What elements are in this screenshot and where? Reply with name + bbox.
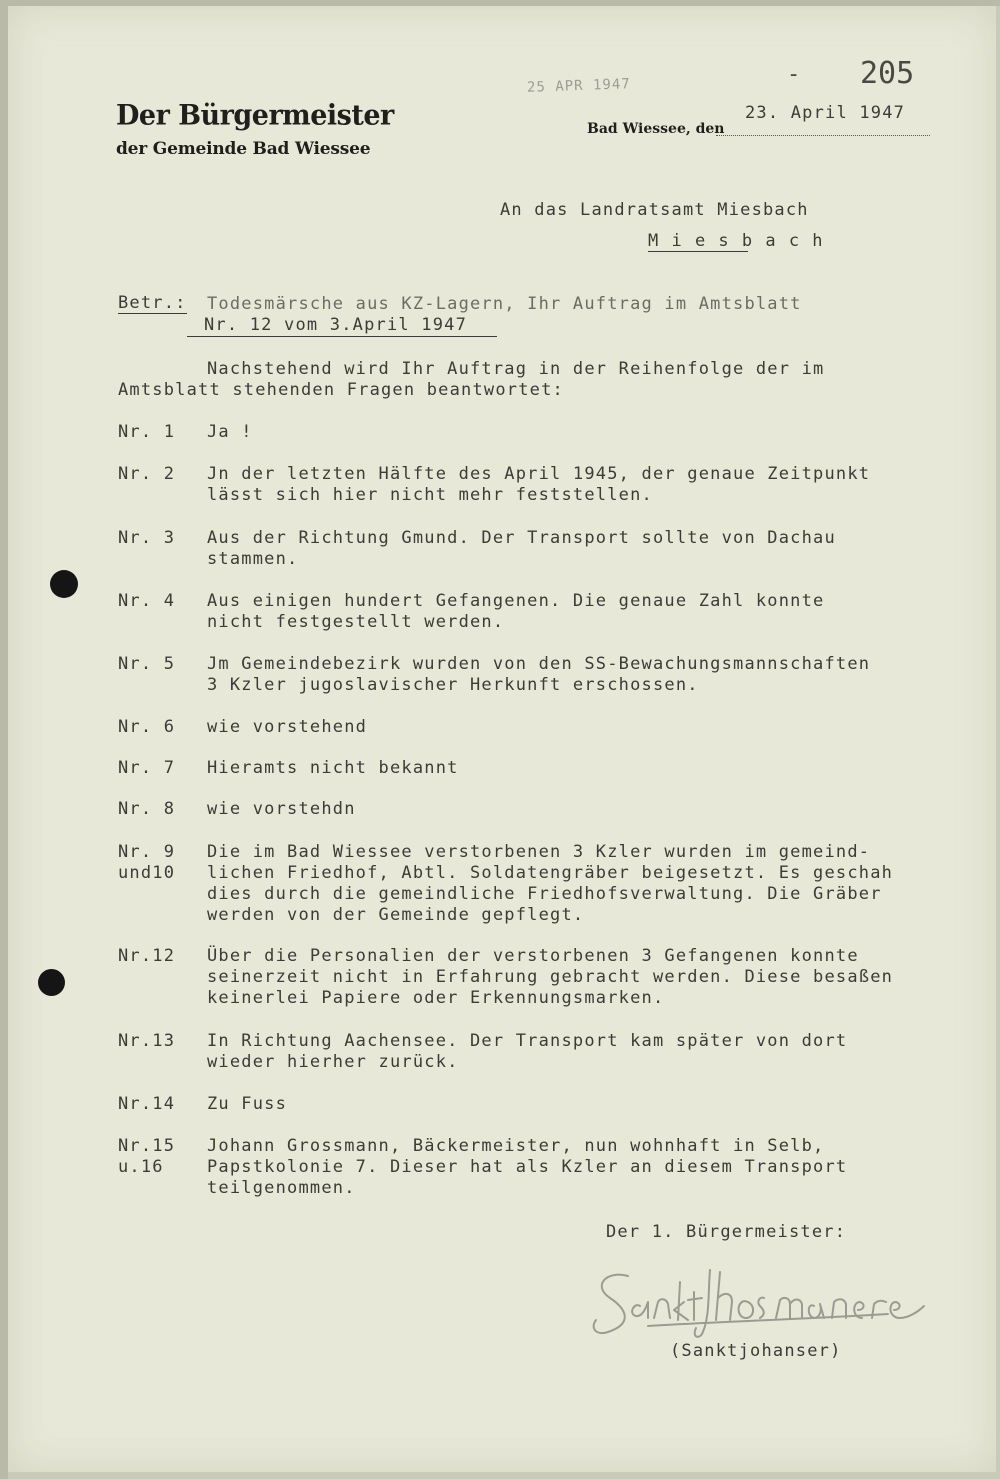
item-number: Nr. 5	[118, 654, 176, 674]
recipient-underline	[648, 251, 748, 252]
item-line: Hieramts nicht bekannt	[207, 758, 459, 778]
item-number: Nr.14	[118, 1094, 176, 1114]
item-line: lässt sich hier nicht mehr feststellen.	[207, 485, 653, 505]
item-line: werden von der Gemeinde gepflegt.	[207, 905, 585, 925]
item-number: Nr. 2	[118, 464, 176, 484]
item-line: Aus der Richtung Gmund. Der Transport sollte von Dachau	[207, 528, 836, 548]
item-number: Nr. 3	[118, 528, 176, 548]
item-number: Nr. 1	[118, 422, 176, 442]
item-line: Aus einigen hundert Gefangenen. Die genaue Zahl konnte	[207, 591, 825, 611]
recipient-line-1: An das Landratsamt Miesbach	[500, 200, 809, 220]
subject-underline	[187, 336, 497, 337]
recipient-line-2: M i e s b a c h	[648, 231, 825, 251]
place-label: Bad Wiessee, den	[587, 121, 725, 137]
item-number: Nr. 9	[118, 842, 176, 862]
item-number: Nr. 7	[118, 758, 176, 778]
item-line: Jm Gemeindebezirk wurden von den SS-Bewachungsmannschaften	[207, 654, 871, 674]
item-line: wie vorstehdn	[207, 799, 356, 819]
item-line: Papstkolonie 7. Dieser hat als Kzler an diesem Transport	[207, 1157, 848, 1177]
item-line: Die im Bad Wiessee verstorbenen 3 Kzler wurden im gemeind-	[207, 842, 871, 862]
received-stamp: 25 APR 1947	[526, 76, 631, 96]
signatory-name: (Sanktjohanser)	[670, 1341, 842, 1361]
item-number: Nr. 6	[118, 717, 176, 737]
item-line: wie vorstehend	[207, 717, 368, 737]
subject-line-1: Todesmärsche aus KZ-Lagern, Ihr Auftrag im Amtsblatt	[207, 294, 802, 314]
item-line: teilgenommen.	[207, 1178, 356, 1198]
item-line: wieder hierher zurück.	[207, 1052, 459, 1072]
subject-label: Betr.:	[118, 293, 187, 313]
item-line: 3 Kzler jugoslavischer Herkunft erschossen.	[207, 675, 699, 695]
item-number: Nr. 8	[118, 799, 176, 819]
item-line: seinerzeit nicht in Erfahrung gebracht werden. Diese besaßen	[207, 967, 894, 987]
punch-hole-lower	[38, 969, 65, 996]
item-number: u.16	[118, 1157, 164, 1177]
item-line: keinerlei Papiere oder Erkennungsmarken.	[207, 988, 665, 1008]
item-line: nicht festgestellt werden.	[207, 612, 505, 632]
letterhead-subtitle: der Gemeinde Bad Wiessee	[116, 139, 371, 159]
item-line: stammen.	[207, 549, 299, 569]
punch-hole-upper	[50, 570, 78, 598]
item-number: Nr.13	[118, 1031, 176, 1051]
page-number: 205	[860, 56, 915, 91]
handwritten-signature	[588, 1262, 988, 1344]
item-line: Ja !	[207, 422, 253, 442]
item-number: Nr. 4	[118, 591, 176, 611]
item-line: Jn der letzten Hälfte des April 1945, der genaue Zeitpunkt	[207, 464, 871, 484]
letter-sheet	[8, 6, 996, 1472]
item-line: dies durch die gemeindliche Friedhofsverwaltung. Die Gräber	[207, 884, 882, 904]
item-line: lichen Friedhof, Abtl. Soldatengräber beigesetzt. Es geschah	[207, 863, 894, 883]
item-line: Über die Personalien der verstorbenen 3 Gefangenen konnte	[207, 946, 859, 966]
intro-line-1: Nachstehend wird Ihr Auftrag in der Reihenfolge der im	[207, 359, 825, 379]
item-line: In Richtung Aachensee. Der Transport kam später von dort	[207, 1031, 848, 1051]
letterhead-title: Der Bürgermeister	[116, 99, 394, 132]
item-line: Zu Fuss	[207, 1094, 288, 1114]
scan-edge-left	[0, 0, 8, 1479]
date-dotted-line	[716, 135, 930, 136]
item-number: Nr.12	[118, 946, 176, 966]
item-number: und10	[118, 863, 176, 883]
intro-line-2: Amtsblatt stehenden Fragen beantwortet:	[118, 380, 564, 400]
page-number-dash: -	[787, 62, 801, 87]
subject-line-2: Nr. 12 vom 3.April 1947	[204, 315, 468, 335]
item-number: Nr.15	[118, 1136, 176, 1156]
item-line: Johann Grossmann, Bäckermeister, nun wohnhaft in Selb,	[207, 1136, 825, 1156]
letter-date: 23. April 1947	[745, 103, 906, 123]
closing-title: Der 1. Bürgermeister:	[606, 1222, 847, 1242]
